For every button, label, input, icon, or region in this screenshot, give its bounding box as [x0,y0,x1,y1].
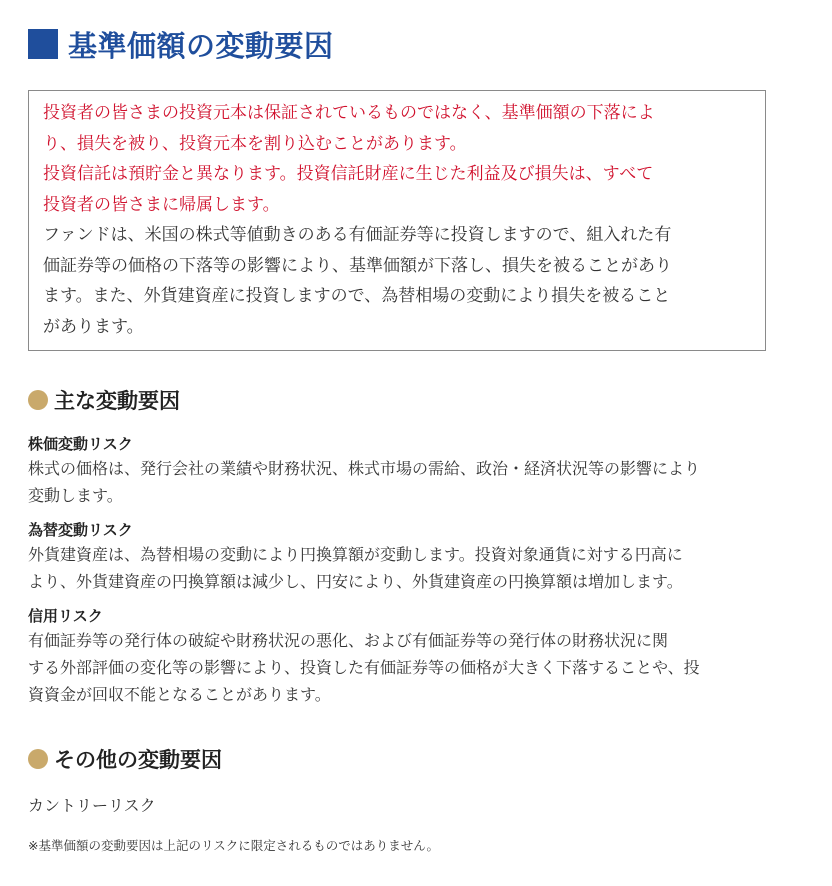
section-title: その他の変動要因 [54,748,222,772]
document-page [28,22,768,856]
risk-title: 為替変動リスク [28,521,133,539]
risk-description-line: 資資金が回収不能となることがあります。 [28,685,331,704]
main-factors-heading [28,383,768,417]
footnote: ※基準価額の変動要因は上記のリスクに限定されるものではありません。 [28,838,439,853]
notice-line: 投資信託は預貯金と異なります。投資信託財産に生じた利益及び損失は、すべて [43,164,654,184]
bullet-dot-icon [28,749,48,769]
risk-description-line: する外部評価の変化等の影響により、投資した有価証券等の価格が大きく下落することや、投 [28,658,700,677]
notice-line: 投資者の皆さまの投資元本は保証されているものではなく、基準価額の下落によ [43,103,655,123]
risk-title: 株価変動リスク [28,435,133,453]
page-title-row [28,22,768,66]
risk-description-line: より、外貨建資産の円換算額は減少し、円安により、外貨建資産の円換算額は増加します。 [28,572,683,591]
notice-line: ファンドは、米国の株式等値動きのある有価証券等に投資しますので、組入れた有 [43,225,672,245]
other-factor-item: カントリーリスク [28,796,156,815]
risk-title: 信用リスク [28,607,103,625]
notice-line: 価証券等の価格の下落等の影響により、基準価額が下落し、損失を被ることがあり [43,255,672,276]
risk-notice-box [28,90,766,351]
notice-line: 投資者の皆さまに帰属します。 [43,194,280,215]
notice-line: があります。 [43,316,144,337]
risk-item-stock-price [28,433,768,509]
other-factors-heading [28,742,768,776]
risk-item-fx [28,519,768,595]
notice-line: ます。また、外貨建資産に投資しますので、為替相場の変動により損失を被ること [43,286,671,306]
risk-description-line: 外貨建資産は、為替相場の変動により円換算額が変動します。投資対象通貨に対する円高に [28,545,683,564]
title-square-marker [28,29,58,59]
section-title: 主な変動要因 [54,389,180,413]
risk-description-line: 変動します。 [28,486,123,505]
notice-line: り、損失を被り、投資元本を割り込むことがあります。 [43,133,467,154]
risk-description-line: 有価証券等の発行体の破綻や財務状況の悪化、および有価証券等の発行体の財務状況に関 [28,631,669,650]
risk-description-line: 株式の価格は、発行会社の業績や財務状況、株式市場の需給、政治・経済状況等の影響により [28,459,701,478]
risk-item-credit [28,605,768,708]
page-title: 基準価額の変動要因 [68,28,334,63]
bullet-dot-icon [28,390,48,410]
